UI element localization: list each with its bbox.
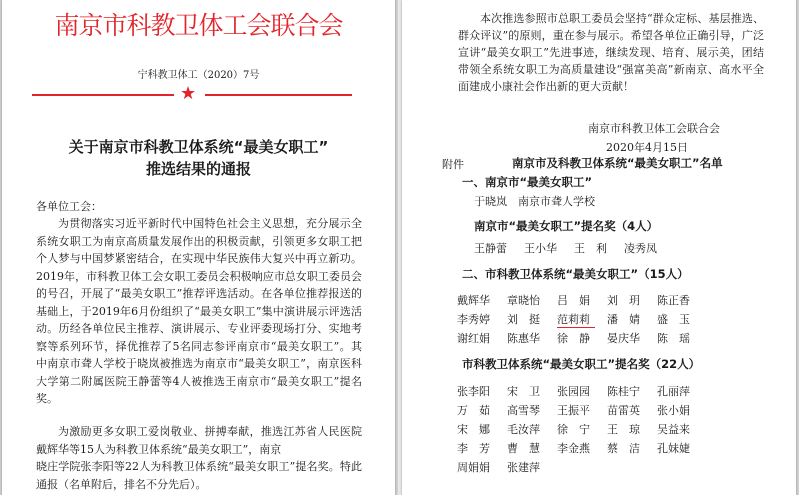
section3-row-4 [457, 440, 707, 456]
red-rule-left [32, 94, 174, 96]
name-cell: 潘 婧 [607, 313, 640, 326]
name-cell: 毛汝萍 [507, 423, 540, 436]
name-cell: 李 芳 [457, 442, 490, 455]
name-cell: 陈惠华 [507, 332, 540, 345]
section2-row-3 [457, 330, 707, 346]
section1-heading: 一、南京市“最美女职工” [462, 175, 593, 189]
section2-heading: 二、市科教卫体系统“最美女职工”（15人） [462, 267, 689, 281]
list-title: 南京市及科教卫体系统“最美女职工”名单 [512, 156, 723, 170]
name-cell: 刘 挺 [507, 313, 540, 326]
name-cell: 陈桂宁 [607, 385, 640, 398]
intro-paragraph: 本次推选参照市总职工委员会坚持“群众定标、基层推选、群众评议”的原则，重在参与展示。希望各单位正确引导，广泛宣讲“最美女职工”先进事迹，继续发现、培育、展示美，团结带领全系统女职工为高质量建设“强富美高”新南京、高水平全面建成小康社会作出新的更大贡献！ [458, 12, 764, 93]
name-cell: 高雪琴 [507, 404, 540, 417]
name-cell: 吴益来 [657, 423, 690, 436]
red-star-icon: ★ [180, 83, 197, 104]
section2-row-2 [457, 311, 707, 328]
document-page-left [2, 0, 395, 495]
name-cell: 宋 娜 [457, 423, 490, 436]
section3-row-5 [457, 459, 557, 475]
paragraph-2b: 晓庄学院张李阳等22人为科教卫体系统“最美女职工”提名奖。特此通报（名单附后，排名不分先后）。 [36, 460, 362, 491]
name-cell-highlighted: 范莉莉 [557, 311, 595, 328]
name-cell: 徐 静 [557, 332, 590, 345]
name-cell: 李金燕 [557, 442, 590, 455]
notice-title-line1: 关于南京市科教卫体系统“最美女职工” [68, 138, 329, 156]
name-cell: 曹 慧 [507, 442, 540, 455]
document-page-right [402, 0, 796, 495]
attachment-label: 附件 [442, 158, 464, 171]
name-cell: 吕 娟 [557, 294, 590, 307]
name-cell: 戴辉华 [457, 294, 490, 307]
name-cell: 万 茹 [457, 404, 490, 417]
name-cell: 章晓怡 [507, 294, 540, 307]
name-cell: 周娟娟 [457, 461, 490, 474]
name-cell: 盛 玉 [657, 313, 690, 326]
section3-heading: 市科教卫体系统“最美女职工”提名奖（22人） [462, 357, 701, 371]
name-cell: 蔡 洁 [607, 442, 640, 455]
name-cell: 张建萍 [507, 461, 540, 474]
paragraph-2a: 为激励更多女职工爱岗敬业、拼搏奉献，推选江苏省人民医院戴辉华等15人为科教卫体系统“最美女职工”，南京 [36, 425, 362, 456]
name-cell: 王 琼 [607, 423, 640, 436]
name-cell: 张小娟 [657, 404, 690, 417]
red-rule-right [205, 94, 352, 96]
section2-row-1 [457, 292, 707, 308]
name-cell: 苗雷英 [607, 404, 640, 417]
doc-number: 宁科教卫体工（2020）7号 [137, 70, 260, 81]
name-cell: 陈 瑶 [657, 332, 690, 345]
name-cell: 李秀婷 [457, 313, 490, 326]
signature-org: 南京市科教卫体工会联合会 [588, 122, 720, 135]
name-cell: 宋 卫 [507, 385, 540, 398]
org-title: 南京市科教卫体工会联合会 [54, 11, 343, 40]
name-cell: 凌秀凤 [624, 242, 657, 255]
name-cell: 王振平 [557, 404, 590, 417]
name-cell: 谢红娟 [457, 332, 490, 345]
name-cell: 张李阳 [457, 385, 490, 398]
section3-row-1 [457, 383, 707, 399]
name-cell: 徐 宁 [557, 423, 590, 436]
name-cell: 晏庆华 [607, 332, 640, 345]
signature-date: 2020年4月15日 [606, 141, 688, 154]
salutation: 各单位工会： [36, 200, 102, 213]
section1-entry: 于晓岚 南京市聋人学校 [474, 195, 595, 208]
name-cell: 张园园 [557, 385, 590, 398]
name-cell: 刘 玥 [607, 294, 640, 307]
name-cell: 陈正香 [657, 294, 690, 307]
name-cell: 王 利 [574, 242, 607, 255]
name-cell: 王小华 [524, 242, 557, 255]
section3-row-2 [457, 402, 707, 418]
name-cell: 孔丽萍 [657, 385, 690, 398]
section3-row-3 [457, 421, 707, 437]
name-cell: 孔妹婕 [657, 442, 690, 455]
notice-title-line2: 推选结果的通报 [145, 160, 251, 178]
name-cell: 王静蕾 [474, 242, 507, 255]
paragraph-1: 为贯彻落实习近平新时代中国特色社会主义思想，充分展示全系统女职工为南京高质量发展作出的积极贡献，引领更多女职工把个人梦与中国梦紧密结合，在实现中华民族伟大复兴中再立新功。2019年，市科教卫体工会女职工委员会积极响应市总女职工委员会的号召，开展了“最美女职工”推荐评选活动。在各单位推荐报送的基础上，于2019年6月份组织了“最美女职工”集中演讲展示评选活动。历经各单位民主推荐、演讲展示、专业评委现场打分、实地考察等系列环节，择优推荐了5名同志参评南京市“最美女职工”。其中南京市聋人学校于晓岚被推选为南京市“最美女职工”，南京医科大学第二附属医院王静蕾等4人被推选王南京市“最美女职工”提名奖。 [36, 217, 362, 405]
section1-subheading: 南京市“最美女职工”提名奖（4人） [474, 219, 659, 233]
section1-sub-names-row [474, 240, 674, 256]
